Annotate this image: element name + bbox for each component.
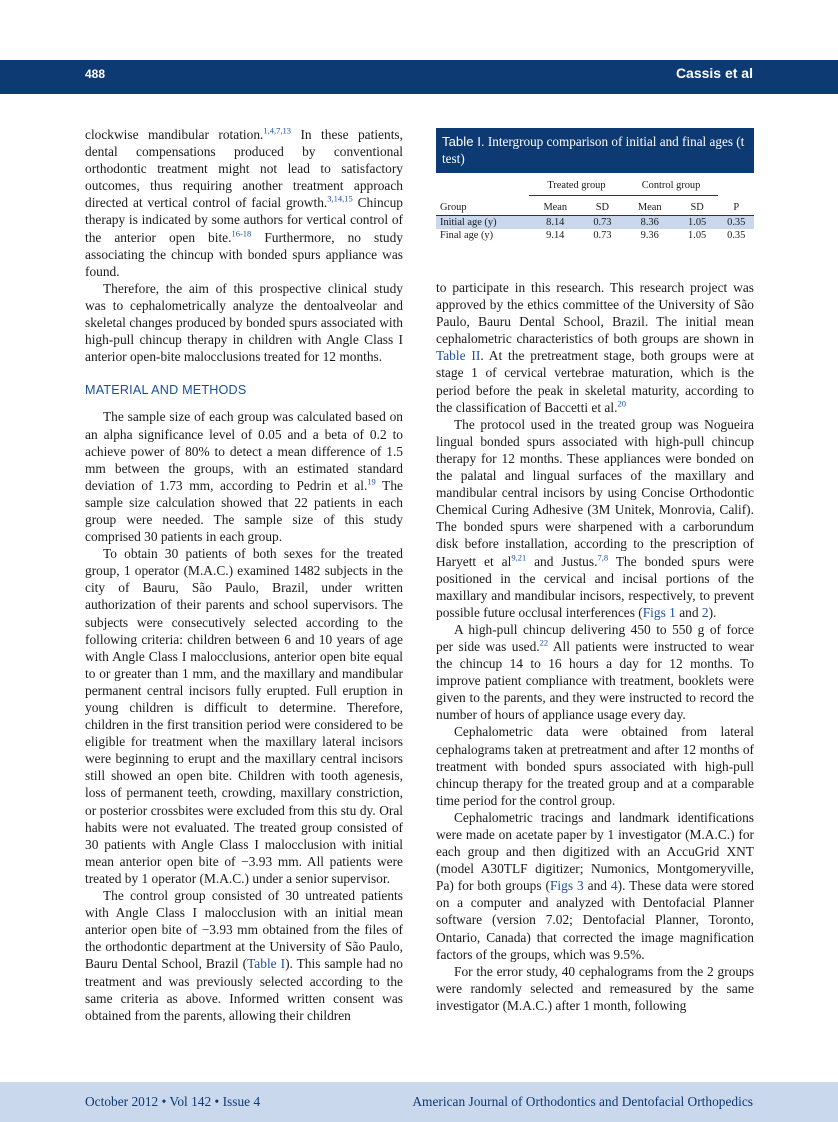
- running-author: Cassis et al: [675, 65, 753, 81]
- table-row: Initial age (y) 8.14 0.73 8.36 1.05 0.35: [436, 216, 754, 230]
- paragraph: To obtain 30 patients of both sexes for the treated group, 1 operator (M.A.C.) examined 1482 subjects in the city of Bauru, São Paulo, Brazil, under written authorization of their parents and school supervisors. The subjects were consecutively selected according to the following criteria: children between 6 and 10 years of age with Angle Class I malocclusions, anterior open bite equal to or greater than 1 mm, and the maxillary and mandibular permanent central incisors fully erupted. Full eruption in young children is difficult to determine. Therefore, children in the first transition period were considered to be eligible for treatment when the maxillary lateral incisors were beginning to erupt and the maxillary central incisors still showed an open bite. Children with tooth agenesis, loss of permanent teeth, crowding, maxillary constriction, or posterior crossbites were excluded from this stu dy. Oral habits were not evaluated. The treated group consisted of 30 patients with Angle Class I malocclusion with initial mean anterior open bite of −3.93 mm. All patients were treated by 1 operator (M.A.C.) under a senior supervisor.: [85, 546, 403, 886]
- citation[interactable]: 9,21: [511, 552, 527, 563]
- paragraph: to participate in this research. This research project was approved by the ethics committee of the University of São Paulo, Bauru Dental School, Brazil. The initial mean cephalometric characteristics of both groups are shown in Table II. At the pretreatment stage, both groups were at stage 1 of cervical vertebrae maturation, which is the period before the peak in skeletal maturity, according to the classification of Baccetti et al.$^{20}$: [436, 280, 754, 415]
- paragraph: For the error study, 40 cephalograms from the 2 groups were randomly selected and remeasured by the same investigator (M.A.C.) after 1 month, following: [436, 963, 754, 1013]
- paragraph: clockwise mandibular rotation.$^{1,4,7,13}$ In these patients, dental compensations produced by conventional orthodontic treatment might not lead to satisfactory outcomes, thus requiring another treatment approach directed at vertical control of facial growth.$^{3,14,15}$ Chincup therapy is indicated by some authors for vertical control of the anterior open bite.$^{16-18}$ Furthermore, no study associating the chincup with bonded spurs appliance was found.: [85, 125, 404, 279]
- column-header: Mean: [529, 196, 581, 216]
- column-header: P: [718, 196, 754, 216]
- section-heading: MATERIAL AND METHODS: [85, 383, 247, 398]
- figure-link[interactable]: 4: [610, 878, 618, 894]
- citation[interactable]: 19: [367, 476, 376, 487]
- paragraph: Cephalometric tracings and landmark identifications were made on acetate paper by 1 investigator (M.A.C.) for each group and then digitized with an AccuGrid XNT (model A30TLF digitizer; Numonics, Montgomeryville, Pa) for both groups (Figs 3 and 4). These data were stored on a computer and analyzed with Dentofacial Planner software (version 7.02; Dentofacial Planner, Toronto, Ontario, Canada) that corrected the image magnification factors of the groups, which was 9.5%.: [436, 809, 754, 962]
- citation[interactable]: 3,14,15: [327, 193, 353, 204]
- paragraph: Cephalometric data were obtained from lateral cephalograms taken at pretreatment and after 12 months of treatment with bonded spurs associated with high-pull chincup therapy for the treated group and at a comparable time period for the control group.: [436, 724, 754, 808]
- left-column: [85, 126, 403, 1024]
- figure-link[interactable]: 2: [701, 604, 709, 620]
- paragraph: A high-pull chincup delivering 450 to 550 g of force per side was used.$^{22}$ All patients were instructed to wear the chincup 14 to 16 hours a day for 12 months. To improve patient compliance with treatment, booklets were given to the parents, and they were instructed to record the number of hours of appliance usage every day.: [436, 621, 754, 723]
- paragraph: The sample size of each group was calculated based on an alpha significance level of 0.05 and a beta of 0.2 to achieve power of 80% to detect a mean difference of 1.5 mm between the groups, with an estimated standard deviation of 1.73 mm, according to Pedrin et al.$^{19}$ The sample size calculation showed that 22 patients in each group were needed. The sample size of this study comprised 30 patients in each group.: [85, 409, 403, 545]
- column-header: Mean: [624, 196, 676, 216]
- column-header: SD: [581, 196, 623, 216]
- table-link[interactable]: Table I: [247, 956, 286, 972]
- column-header: Group: [436, 196, 529, 216]
- running-header: [0, 60, 838, 94]
- column-header: SD: [676, 196, 719, 216]
- group-header: Treated group: [529, 179, 623, 196]
- table-row: Final age (y) 9.14 0.73 9.36 1.05 0.35: [440, 230, 746, 241]
- paragraph: The control group consisted of 30 untreated patients with Angle Class I malocclusion with an initial mean anterior open bite of −3.93 mm obtained from the files of the orthodontic department at the University of São Paulo, Bauru Dental School, Brazil (Table I). This sample had no treatment and was previously selected according to the same criteria as above. Informed written consent was obtained from the parents, allowing their children: [85, 888, 404, 1023]
- citation[interactable]: 7,8: [597, 552, 609, 563]
- group-header: Control group: [624, 179, 719, 196]
- figure-link[interactable]: Figs 1: [642, 604, 676, 620]
- table-label: Table I.: [442, 134, 485, 149]
- right-column: [436, 279, 754, 1014]
- issue-info: October 2012 • Vol 142 • Issue 4: [85, 1094, 261, 1109]
- citation[interactable]: 16-18: [231, 228, 252, 239]
- running-footer: [0, 1082, 838, 1122]
- table-title: Table I. Intergroup comparison of initial and final ages (t test): [436, 128, 754, 173]
- citation[interactable]: 22: [539, 637, 549, 648]
- paragraph: Therefore, the aim of this prospective clinical study was to cephalometrically analyze the dentoalveolar and skeletal changes produced by bonded spurs associated with high-pull chincup therapy in children with Angle Class I anterior open-bite malocclusions treated for 12 months.: [85, 280, 403, 365]
- journal-name: American Journal of Orthodontics and Dentofacial Orthopedics: [412, 1094, 753, 1109]
- page-number: 488: [85, 67, 106, 81]
- citation[interactable]: 1,4,7,13: [263, 125, 292, 136]
- table-i: [436, 128, 754, 242]
- data-table: [436, 179, 754, 242]
- paragraph: The protocol used in the treated group was Nogueira lingual bonded spurs associated with high-pull chincup therapy for 12 months. These appliances were bonded on the palatal and lingual surfaces of the maxillary and mandibular central incisors by using Concise Orthodontic Chemical Curing Adhesive (3M Unitek, Monrovia, Calif). The bonded spurs were sharpened with a carborundum disk before installation, according to the prescription of Haryett et al$^{9,21}$ and Justus.$^{7,8}$ The bonded spurs were positioned in the cervical and incisal portions of the maxillary and mandibular incisors, respectively, to prevent possible future occlusal interferences (Figs 1 and 2).: [436, 416, 754, 620]
- figure-link[interactable]: Figs 3: [549, 878, 584, 894]
- citation[interactable]: 20: [617, 398, 626, 409]
- table-link[interactable]: Table II: [436, 348, 481, 364]
